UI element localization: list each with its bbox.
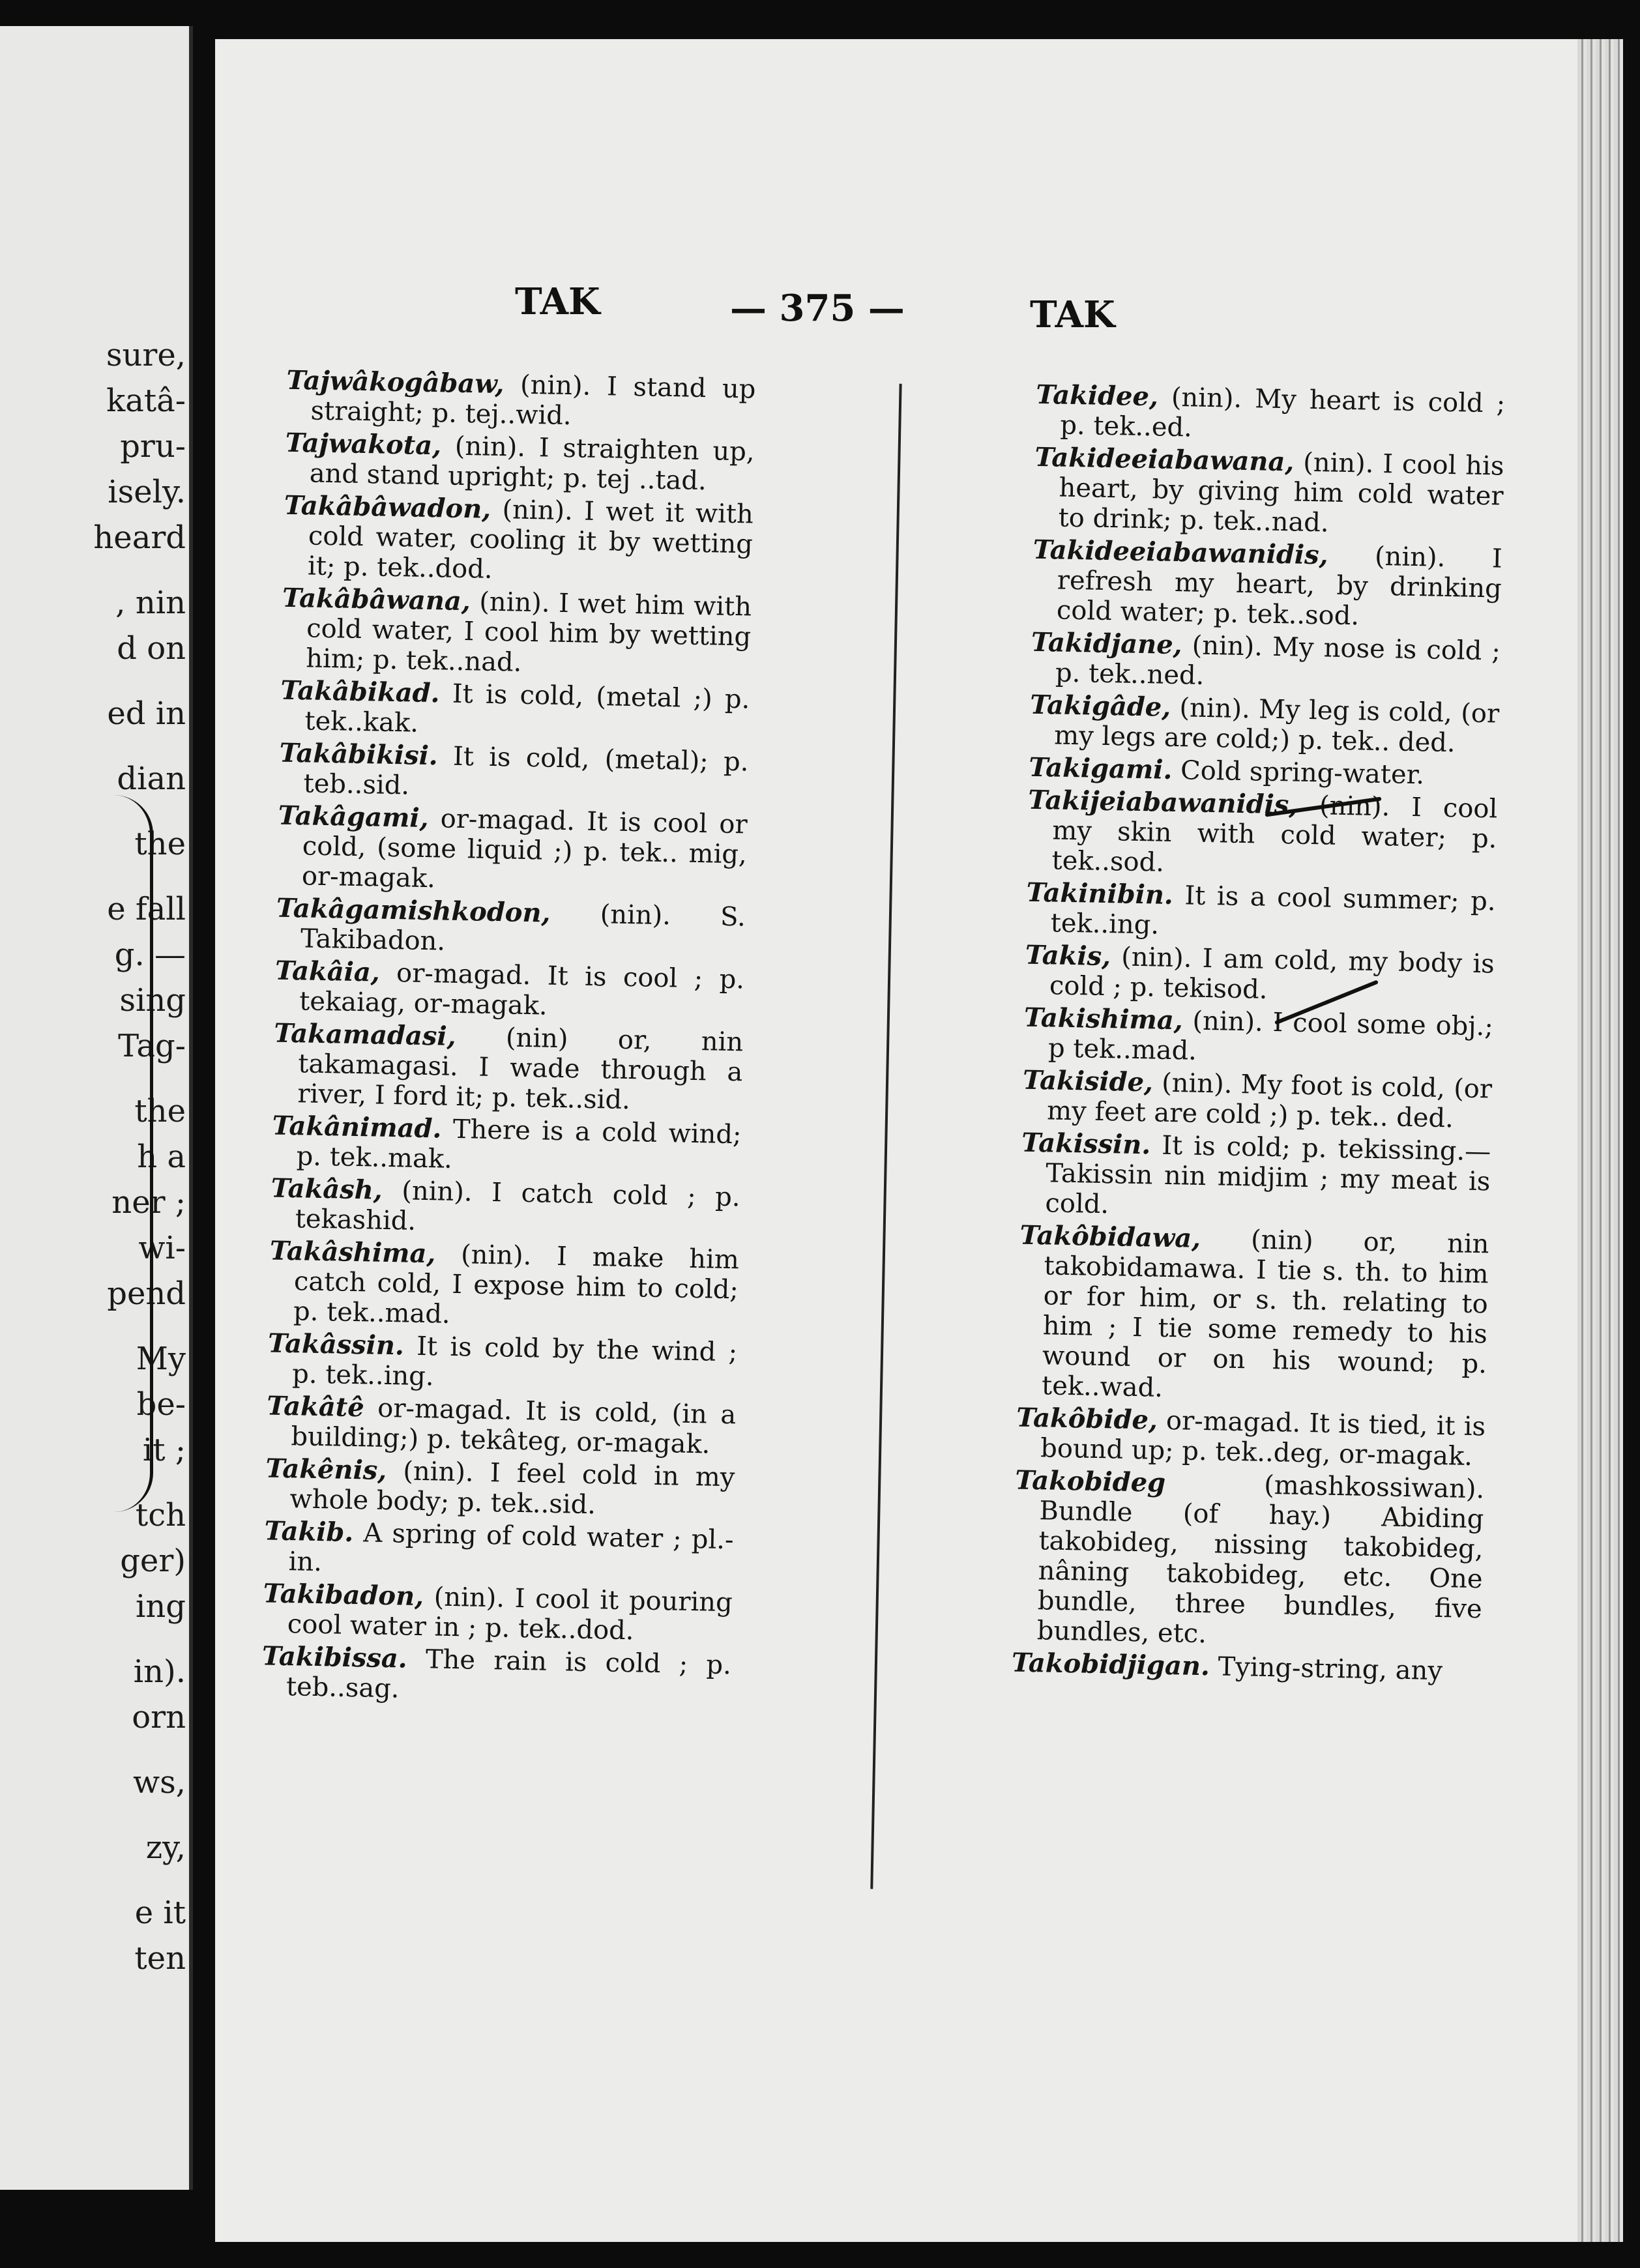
entry-headword: Takâbâwana, [282, 582, 471, 617]
entry-headword: Takâtê [266, 1390, 365, 1423]
entry-headword: Takâsh, [271, 1172, 383, 1206]
entry-definition: (nin). My foot is cold, (or my feet are cold ;) p. tek.. ded. [1046, 1068, 1493, 1134]
dictionary-entry [284, 428, 755, 497]
entry-definition: (nin). I cool his heart, by giving him cold water to drink; p. tek..nad. [1058, 447, 1504, 538]
entry-headword: Takidee, [1035, 379, 1159, 413]
entry-definition: A spring of cold water ; pl.-in. [288, 1518, 734, 1578]
dictionary-entry [261, 1641, 732, 1710]
dictionary-entry [1012, 1466, 1484, 1655]
entry-headword: Takib. [264, 1515, 354, 1548]
facing-page-fragment: My [136, 1341, 186, 1377]
entry-definition: (nin). I stand up straight; p. tej..wid. [310, 370, 756, 431]
entry-headword: Takigâde, [1029, 689, 1171, 723]
entry-headword: Takâia, [274, 955, 381, 988]
entry-headword: Takishima, [1023, 1002, 1184, 1036]
facing-page-fragment: the [134, 1093, 186, 1129]
entry-definition: or-magad. It is cool or cold, (some liquid ;) p. tek.. mig, or-magak. [301, 804, 748, 894]
entry-headword: Takobideg [1014, 1464, 1166, 1498]
page-header [215, 274, 1623, 336]
facing-page-fragment: ed in [107, 695, 186, 732]
facing-page-fragment [0, 1473, 186, 1492]
dictionary-entry [262, 1578, 733, 1648]
facing-page-fragment: sure, [106, 337, 186, 373]
entry-definition: It is cold; p. tekissing.—Takissin nin midjim ; my meat is cold. [1045, 1130, 1491, 1220]
facing-page-fragment: in). [133, 1653, 186, 1690]
entry-definition: It is cold, (metal ;) p. tek..kak. [304, 678, 750, 738]
entry-definition: (nin) or, nin takobidamawa. I tie s. th. to him or for him, or s. th. relating to him ; I tie some remedy to his wound or on his wound; p. tek..wad. [1041, 1223, 1489, 1403]
facing-page-fragment: h a [137, 1139, 186, 1175]
dictionary-entry [1023, 1003, 1494, 1072]
entry-headword: Takissin. [1021, 1127, 1151, 1161]
dictionary-entry [1012, 1648, 1482, 1687]
entry-definition: It is a cool summer; p. tek..ing. [1050, 880, 1496, 940]
dictionary-entry [1025, 878, 1496, 947]
facing-page-fragment [0, 736, 186, 756]
left-column [261, 366, 756, 1713]
facing-page-fragment [0, 1069, 186, 1088]
entry-definition: (nin). I make him catch cold, I expose him to cold; p. tek..mad. [293, 1239, 740, 1330]
facing-page-fragment: d on [117, 630, 186, 667]
entry-headword: Takâbikisi. [279, 737, 439, 772]
entry-definition: (mashkossiwan). Bundle (of hay.) Abiding takobideg, nissing takobideg, nâning takobideg, etc. One bundle, three bundles, five bundles, etc. [1036, 1468, 1485, 1650]
dictionary-entry [277, 801, 748, 900]
entry-definition: (nin). I straighten up, and stand upright; p. tej ..tad. [309, 431, 755, 497]
dictionary-entry [269, 1236, 740, 1335]
facing-page-fragment: orn [132, 1699, 186, 1736]
facing-page-fragment: katâ- [106, 383, 186, 419]
entry-headword: Takis, [1025, 939, 1111, 972]
entry-headword: Takibadon, [263, 1578, 424, 1612]
entry-definition: (nin). I catch cold ; p. tekashid. [295, 1175, 741, 1236]
facing-page-fragment: dian [117, 761, 186, 797]
facing-page-fragment [0, 671, 186, 691]
entry-definition: (nin). I refresh my heart, by drinking cold water; p. tek..sod. [1056, 540, 1503, 632]
dictionary-entry [266, 1391, 737, 1460]
facing-page-fragment: isely. [108, 474, 186, 510]
entry-headword: Takamadasi, [273, 1017, 456, 1052]
entry-definition: (nin). I wet him with cold water, I cool him by wetting him; p. tek..nad. [305, 587, 752, 678]
entry-headword: Takâbâwadon, [284, 489, 491, 525]
facing-page-fragment: ner ; [111, 1184, 186, 1221]
facing-page-fragment: pend [107, 1275, 186, 1312]
facing-page-fragment: wi- [138, 1230, 186, 1266]
entry-definition: Cold spring-water. [1171, 755, 1425, 791]
dictionary-entry [263, 1516, 734, 1585]
entry-headword: Takênis, [265, 1453, 387, 1487]
entry-headword: Takâgamishkodon, [276, 892, 551, 929]
entry-headword: Takâshima, [269, 1235, 436, 1270]
dictionary-entry [1027, 785, 1498, 884]
entry-headword: Takôbide, [1016, 1402, 1158, 1436]
dictionary-entry [283, 491, 754, 590]
facing-page-fragment [0, 1629, 186, 1649]
entry-definition: Tying-string, any [1209, 1651, 1443, 1687]
facing-page-fragment: pru- [120, 428, 186, 465]
facing-page-fragment [0, 1316, 186, 1336]
dictionary-entry [280, 676, 750, 745]
entry-headword: Takâbikad. [280, 675, 441, 709]
facing-page-fragment: Tag- [118, 1028, 186, 1064]
facing-page-fragment: zy, [145, 1829, 186, 1866]
facing-page-fragment [0, 802, 186, 821]
entry-definition: (nin). I feel cold in my whole body; p. tek..sid. [289, 1456, 735, 1520]
entry-definition: (nin). I am cold, my body is cold ; p. tekisod. [1049, 942, 1495, 1005]
facing-page-fragment [0, 1805, 186, 1825]
entry-headword: Takijeiabawanidis, [1027, 784, 1298, 821]
entry-columns [261, 364, 1538, 1704]
entry-definition: (nin). My heart is cold ; p. tek..ed. [1060, 382, 1506, 443]
entry-headword: Takôbidawa, [1019, 1219, 1201, 1254]
entry-definition: There is a cold wind; p. tek..mak. [296, 1114, 742, 1174]
entry-definition: (nin). S. Takibadon. [300, 898, 746, 957]
entry-definition: or-magad. It is tied, it is bound up; p. tek..deg, or-magak. [1040, 1405, 1486, 1472]
facing-page-fragment: ing [136, 1588, 186, 1625]
facing-page-fragment: ten [134, 1940, 186, 1977]
entry-headword: Tajwâkogâbaw, [286, 364, 505, 400]
entry-headword: Takiside, [1022, 1064, 1154, 1098]
dictionary-entry [265, 1453, 735, 1522]
entry-definition: (nin). My nose is cold ; p. tek..ned. [1055, 630, 1501, 691]
entry-headword: Takobidjigan. [1011, 1647, 1210, 1682]
dictionary-entry [1033, 443, 1504, 542]
entry-headword: Takânimad. [272, 1110, 442, 1144]
entry-headword: Takideeiabawana, [1034, 441, 1295, 478]
facing-page-fragment: ger) [120, 1543, 186, 1579]
entry-headword: Takibissa. [261, 1640, 408, 1674]
dictionary-entry [276, 894, 746, 963]
column-divider [870, 384, 901, 1889]
entry-headword: Takideeiabawanidis, [1032, 534, 1329, 571]
page-number: — 375 — [730, 287, 905, 330]
dictionary-entry [1035, 380, 1506, 449]
dictionary-entry [1025, 940, 1495, 1010]
facing-page [0, 26, 193, 2190]
facing-page-fragment [0, 867, 186, 886]
page-edge [1577, 39, 1623, 2242]
dictionary-entry [281, 583, 752, 682]
entry-definition: (nin). I cool my skin with cold water; p. tek..sod. [1051, 790, 1498, 878]
entry-definition: (nin). I wet it with cold water, cooling it by wetting it; p. tek..dod. [307, 494, 754, 585]
facing-page-fragment: g. — [114, 937, 186, 973]
dictionary-entry [1016, 1403, 1486, 1472]
dictionary-entry [1020, 1128, 1491, 1227]
entry-definition: or-magad. It is cool ; p. tekaiag, or-magak. [299, 957, 745, 1021]
entry-headword: Takinibin. [1026, 877, 1174, 911]
dictionary-entry [267, 1328, 738, 1397]
facing-page-fragment: heard [93, 519, 186, 556]
facing-page-fragment [0, 1870, 186, 1890]
facing-page-fragment [0, 1740, 186, 1760]
facing-page-fragment: the [134, 826, 186, 862]
facing-page-fragment: be- [136, 1386, 186, 1423]
entry-headword: Takigami. [1028, 751, 1173, 785]
dictionary-entry [1032, 535, 1503, 634]
dictionary-entry [278, 738, 749, 807]
facing-page-fragment: , nin [115, 585, 186, 621]
dictionary-entry [1029, 690, 1500, 759]
pen-annotation-mark [98, 795, 153, 1512]
entry-definition: (nin). My leg is cold, (or my legs are cold;) p. tek.. ded. [1053, 692, 1500, 759]
facing-page-fragment: tch [135, 1497, 186, 1534]
facing-page-text [0, 332, 186, 1981]
facing-page-fragment: e fall [107, 891, 186, 927]
dictionary-entry [271, 1111, 742, 1180]
entry-definition: or-magad. It is cold, (in a building;) p. tekâteg, or-magak. [291, 1393, 737, 1460]
entry-headword: Tajwakota, [285, 427, 442, 461]
dictionary-entry [1031, 628, 1501, 697]
entry-headword: Takâgami, [278, 800, 429, 834]
entry-definition: It is cold by the wind ; p. tek..ing. [291, 1331, 738, 1392]
entry-definition: (nin). I cool it pouring cool water in ; p. tek..dod. [287, 1582, 733, 1646]
dictionary-entry [1022, 1066, 1493, 1135]
dictionary-entry [286, 366, 756, 435]
entry-definition: It is cold, (metal); p. teb..sid. [303, 741, 749, 801]
entry-headword: Takâssin. [267, 1328, 405, 1361]
dictionary-page [215, 39, 1623, 2242]
facing-page-fragment: e it [134, 1895, 186, 1931]
entry-definition: (nin). I cool some obj.; p tek..mad. [1047, 1006, 1494, 1066]
header-right-guide-word: TAK [1030, 293, 1115, 336]
entry-definition: (nin) or, nin takamagasi. I wade through a river, I ford it; p. tek..sid. [297, 1021, 744, 1116]
facing-page-fragment: sing [119, 982, 186, 1019]
entry-definition: The rain is cold ; p. teb..sag. [286, 1644, 732, 1704]
dictionary-entry [274, 956, 745, 1025]
right-column [1011, 380, 1505, 1689]
header-left-guide-word: TAK [515, 280, 600, 323]
dictionary-entry [272, 1019, 744, 1118]
dictionary-entry [1017, 1221, 1489, 1410]
facing-page-fragment [0, 560, 186, 580]
dictionary-entry [270, 1174, 740, 1243]
entry-headword: Takidjane, [1031, 626, 1183, 661]
facing-page-fragment: it ; [142, 1432, 186, 1468]
facing-page-fragment: ws, [133, 1764, 186, 1801]
